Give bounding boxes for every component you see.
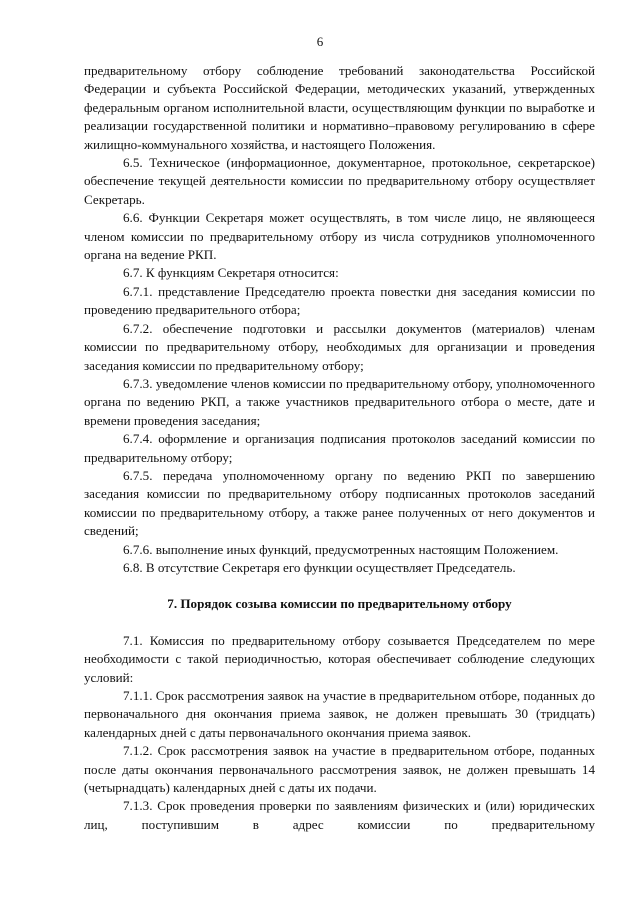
paragraph: 7.1.2. Срок рассмотрения заявок на участие в предварительном отборе, поданных после даты окончания первоначального рассмотрения заявок, не должен превышать 14 (четырнадцать) календарных дней с даты их подачи. — [84, 743, 595, 796]
paragraph: 6.7.4. оформление и организация подписания протоколов заседаний комиссии по предварительному отбору; — [84, 431, 595, 465]
paragraph: 7.1.3. Срок проведения проверки по заявлениям физических и (или) юридических лиц, поступившим в адрес комиссии по предварительному — [84, 798, 595, 832]
paragraph: 6.7.6. выполнение иных функций, предусмотренных настоящим Положением. — [123, 541, 559, 557]
document-body — [84, 62, 595, 834]
page-number: 6 — [316, 34, 324, 49]
paragraph: 6.5. Техническое (информационное, документарное, протокольное, секретарское) обеспечение текущей деятельности комиссии по предварительному отбору осуществляет Секретарь. — [84, 155, 595, 207]
paragraph: 7.1. Комиссия по предварительному отбору созывается Председателем по мере необходимости с такой периодичностью, которая обеспечивает соблюдение следующих условий: — [84, 632, 595, 685]
paragraph: 6.7.1. представление Председателю проекта повестки дня заседания комиссии по проведению предварительного отбора; — [84, 283, 595, 318]
paragraph: 6.7.3. уведомление членов комиссии по предварительному отбору, уполномоченного органа по ведению РКП, а также участников предварительного отбора о месте, дате и времени проведения заседания; — [84, 375, 595, 428]
paragraph: 6.7.2. обеспечение подготовки и рассылки документов (материалов) членам комиссии по предварительному отбору, необходимых для организации и проведения заседания комиссии по предварительному отбору; — [84, 320, 595, 373]
paragraph: 7.1.1. Срок рассмотрения заявок на участие в предварительном отборе, поданных до первоначального дня окончания приема заявок, не должен превышать 30 (тридцать) календарных дней с даты первоначального окончания приема заявок. — [84, 688, 595, 740]
paragraph: 6.8. В отсутствие Секретаря его функции осуществляет Председатель. — [123, 559, 516, 575]
paragraph: предварительному отбору соблюдение требований законодательства Российской Федерации и субъекта Российской Федерации, методических указаний, утвержденных федеральным органом исполнительной власти, осуществляющим функции по выработке и реализации государственной политики и нормативно–правовому регулированию в сфере жилищно-коммунального хозяйства, и настоящего Положения. — [84, 63, 595, 152]
paragraph: 6.6. Функции Секретаря может осуществлять, в том числе лицо, не являющееся членом комиссии по предварительному отбору из числа сотрудников уполномоченного органа на ведение РКП. — [84, 210, 595, 263]
paragraph: 6.7.5. передача уполномоченному органу по ведению РКП по завершению заседания комиссии по предварительному отбору подписанных протоколов заседаний комиссии по предварительному отбору, а также ранее полученных от него документов и сведений; — [84, 467, 595, 539]
paragraph: 6.7. К функциям Секретаря относится: — [123, 265, 339, 281]
section-heading: 7. Порядок созыва комиссии по предварительному отбору — [167, 596, 512, 612]
